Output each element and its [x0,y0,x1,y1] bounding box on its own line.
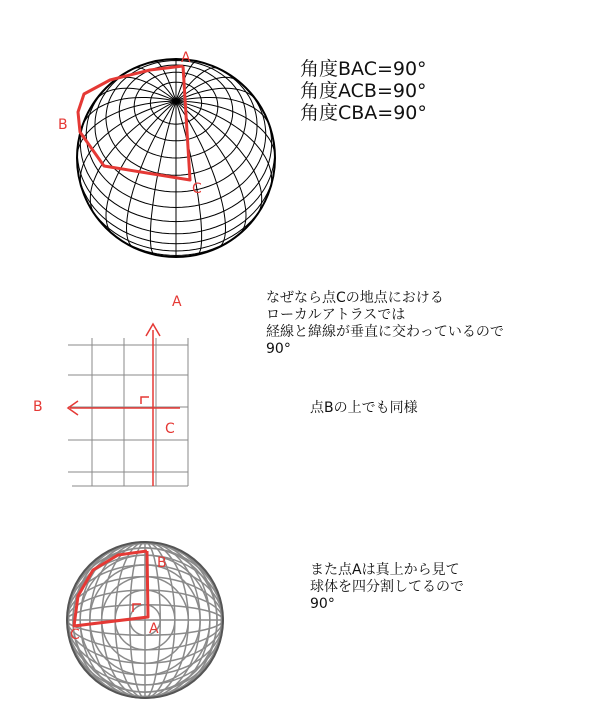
statement-acb: 角度ACB=90° [300,80,427,102]
point-b-note: 点Bの上でも同様 [310,400,418,416]
statement-bac: 角度BAC=90° [300,58,427,80]
label-a-atlas: A [172,294,182,310]
statement-cba: 角度CBA=90° [300,102,427,124]
local-atlas-grid [68,324,188,486]
note-line: また点Aは真上から見て [310,562,460,578]
side-view-sphere [77,59,275,257]
label-a-sphere1: A [181,50,191,66]
note-line: ローカルアトラスでは [266,307,406,323]
meridian-line [90,101,176,214]
note-line: 90° [310,596,335,612]
note-line: 球体を四分割してるので [310,579,464,595]
label-a-sphere3: A [149,621,159,637]
note-line: なぜなら点Cの地点における [266,290,444,306]
top-view-sphere [67,542,223,698]
note-line: 90° [266,341,291,357]
label-c-sphere1: C [192,181,202,197]
label-c-sphere3: C [70,627,80,643]
label-b-sphere1: B [58,117,68,133]
label-c-atlas: C [165,421,175,437]
label-b-atlas: B [33,399,43,415]
right-angle-mark [141,397,149,404]
note-line: 経線と緯線が垂直に交わっているので [266,324,504,340]
label-b-sphere3: B [157,555,167,571]
